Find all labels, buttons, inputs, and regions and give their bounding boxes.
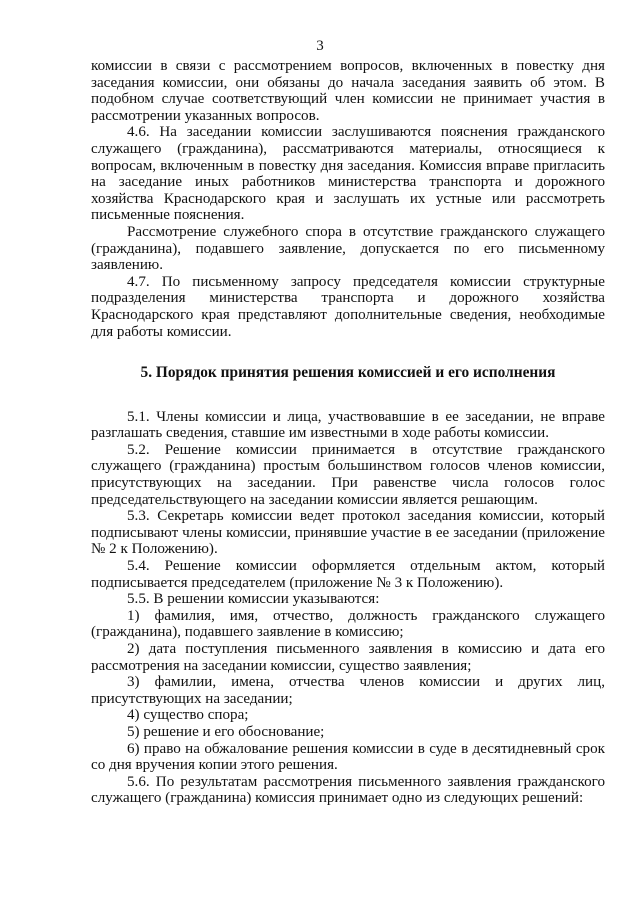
document-body [91,58,605,807]
paragraph: 5.5. В решении комиссии указываются: [127,591,380,608]
list-item: 3) фамилии, имена, отчества членов комиссии и других лиц, присутствующих на заседании; [91,674,605,707]
paragraph: Рассмотрение служебного спора в отсутствие гражданского служащего (гражданина), подавшего заявление, допускается по его письменному заявлению. [91,223,605,274]
page-number: 3 [316,38,324,54]
paragraph: 5.3. Секретарь комиссии ведет протокол заседания комиссии, который подписывают члены комиссии, принявшие участие в ее заседании (приложение № 2 к Положению). [91,508,605,558]
list-item: 5) решение и его обоснование; [127,723,325,740]
list-item: 2) дата поступления письменного заявления в комиссию и дата его рассмотрения на заседании комиссии, существо заявления; [91,641,605,674]
paragraph: комиссии в связи с рассмотрением вопросов, включенных в повестку дня заседания комиссии, они обязаны до начала заседания заявить об этом. В подобном случае соответствующий член комиссии не принимает участия в рассмотрении указанных вопросов. [91,58,605,124]
paragraph: 4.6. На заседании комиссии заслушиваются пояснения гражданского служащего (гражданина), рассматриваются материалы, относящиеся к вопросам, включенным в повестку дня заседания. Комиссия вправе пригласить на заседание иных работников министерства транспорта и дорожного хозяйства Краснодарского края и заслушать их устные или рассмотреть письменные пояснения. [91,124,605,224]
list-item: 4) существо спора; [127,707,249,724]
list-item: 1) фамилия, имя, отчество, должность гражданского служащего (гражданина), подавшего заявление в комиссию; [91,607,605,641]
paragraph: 5.1. Члены комиссии и лица, участвовавшие в ее заседании, не вправе разглашать сведения, ставшие им известными в ходе работы комиссии. [91,408,605,442]
paragraph: 5.6. По результатам рассмотрения письменного заявления гражданского служащего (гражданина) комиссия принимает одно из следующих решений: [91,773,605,807]
section-heading: 5. Порядок принятия решения комиссией и его исполнения [140,364,556,382]
paragraph: 5.2. Решение комиссии принимается в отсутствие гражданского служащего (гражданина) простым большинством голосов членов комиссии, присутствующих на заседании. При равенстве числа голосов голос председательствующего на заседании комиссии является решающим. [91,441,605,508]
paragraph: 4.7. По письменному запросу председателя комиссии структурные подразделения министерства транспорта и дорожного хозяйства Краснодарского края представляют дополнительные сведения, необходимые для работы комиссии. [91,273,605,340]
list-item: 6) право на обжалование решения комиссии в суде в десятидневный срок со дня вручения копии этого решения. [91,740,605,774]
paragraph: 5.4. Решение комиссии оформляется отдельным актом, который подписывается председателем (приложение № 3 к Положению). [91,558,605,591]
